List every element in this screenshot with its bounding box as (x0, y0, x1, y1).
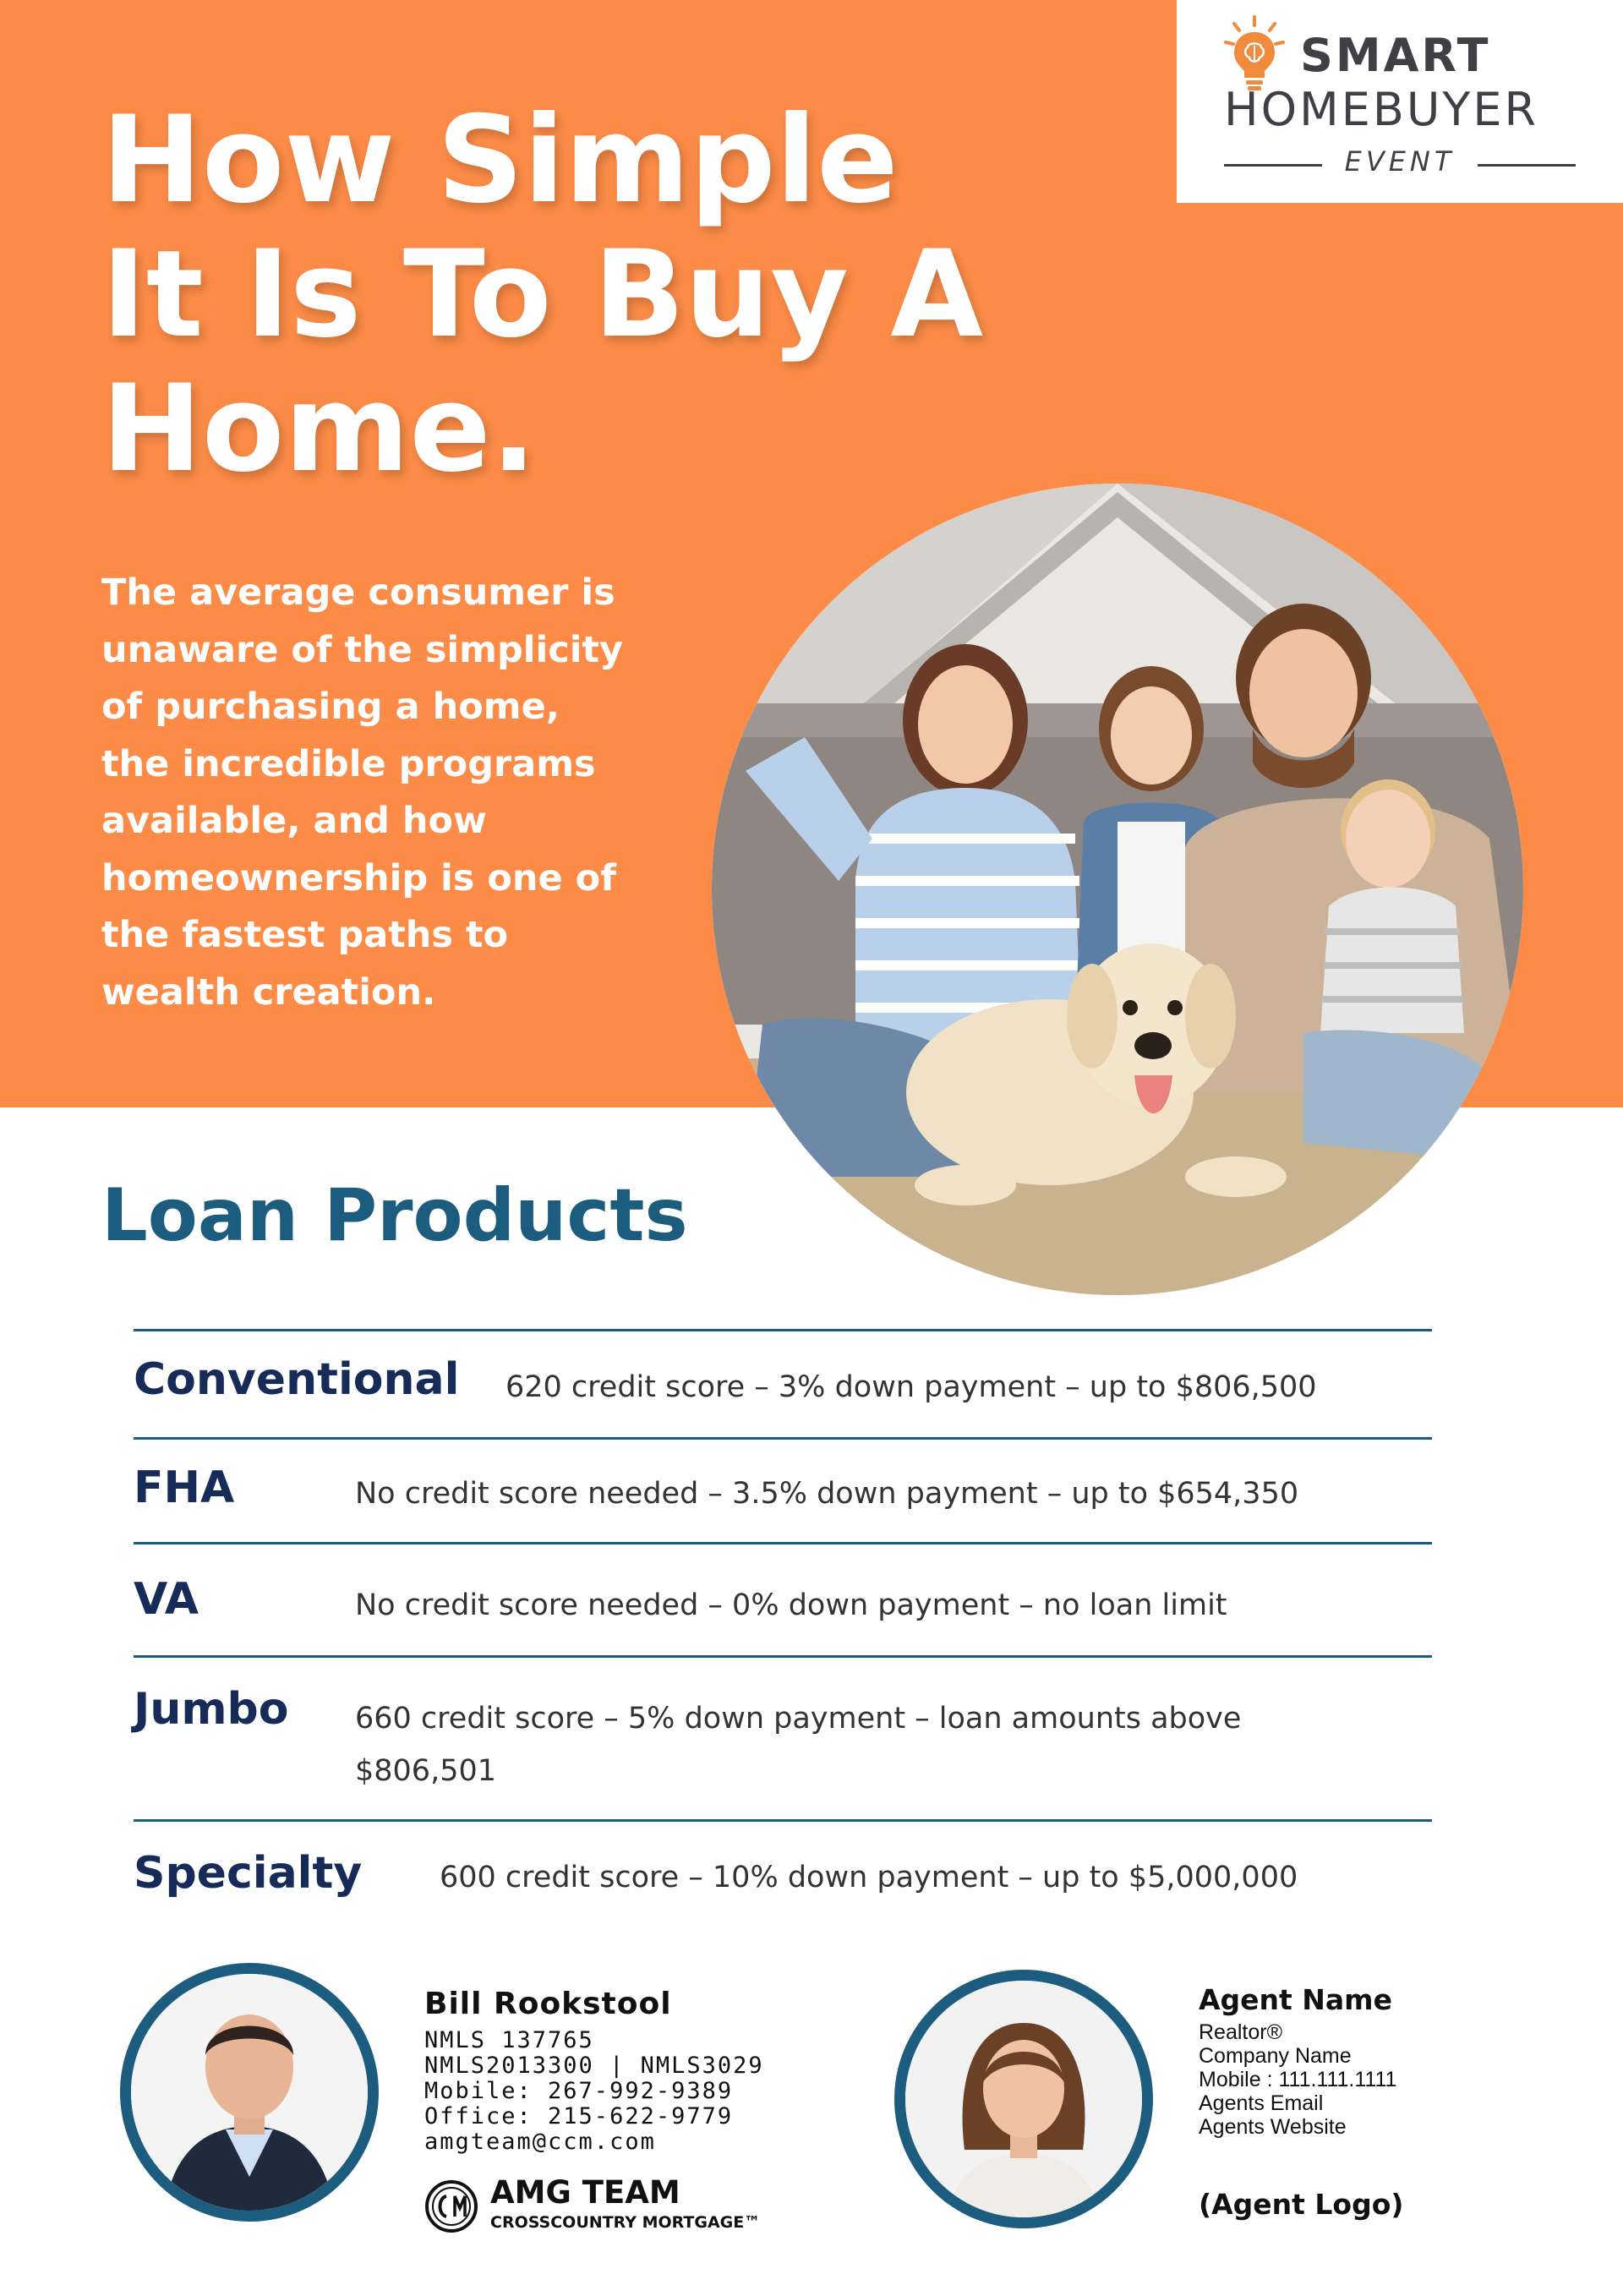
loan-officer-avatar (120, 1963, 379, 2222)
loan-officer-portrait (131, 1974, 368, 2211)
product-name-va: VA (134, 1574, 199, 1625)
intro-line: wealth creation. (101, 970, 436, 1014)
product-name-conventional: Conventional (134, 1354, 460, 1405)
product-desc-fha (355, 1468, 1298, 1520)
agent-avatar (894, 1970, 1153, 2228)
intro-line: of purchasing a home, (101, 686, 560, 728)
divider (134, 1819, 1432, 1822)
product-name-jumbo: Jumbo (134, 1684, 289, 1735)
page-title (101, 90, 1200, 499)
agent-company: Company Name (1199, 2044, 1352, 2068)
product-desc-line: $806,501 (355, 1754, 497, 1788)
product-desc-specialty (440, 1851, 1298, 1904)
intro-line: homeownership is one of (101, 856, 616, 899)
agent-portrait (905, 1981, 1142, 2217)
divider (134, 1329, 1432, 1331)
brand-event-text: EVENT (1344, 145, 1456, 178)
loan-officer-nmls: NMLS 137765 (424, 2027, 594, 2053)
loan-officer-mobile[interactable]: Mobile: 267-992-9389 (424, 2078, 734, 2104)
product-desc-conventional (505, 1361, 1317, 1413)
agent-mobile[interactable]: Mobile : 111.111.1111 (1199, 2068, 1397, 2091)
loan-officer-office[interactable]: Office: 215-622-9779 (424, 2103, 734, 2129)
team-name: AMG TEAM (490, 2174, 680, 2211)
brand-homebuyer-text: HOMEBUYER (1224, 83, 1539, 136)
headline-line: It Is To Buy A (101, 225, 984, 364)
smart-homebuyer-logo (1177, 0, 1623, 203)
agent-name: Agent Name (1199, 1983, 1392, 2016)
divider (134, 1655, 1432, 1658)
agent-website[interactable]: Agents Website (1199, 2115, 1347, 2139)
brand-divider-right (1478, 164, 1576, 167)
product-desc-line: 600 credit score – 10% down payment – up to $5,000,000 (440, 1861, 1298, 1894)
loan-products-heading: Loan Products (101, 1173, 688, 1258)
agent-logo-placeholder: (Agent Logo) (1199, 2188, 1404, 2221)
loan-officer-nmls-company: NMLS2013300 | NMLS3029 (424, 2053, 764, 2079)
headline-line: How Simple (101, 90, 899, 230)
family-illustration (712, 484, 1523, 1295)
loan-officer-email[interactable]: amgteam@ccm.com (424, 2129, 656, 2155)
product-name-fha: FHA (134, 1462, 235, 1513)
product-desc-line: No credit score needed – 3.5% down payment – up to $654,350 (355, 1477, 1299, 1511)
loan-officer-name: Bill Rookstool (424, 1987, 672, 2021)
agent-email[interactable]: Agents Email (1199, 2091, 1324, 2115)
company-name: CROSSCOUNTRY MORTGAGE™ (490, 2213, 761, 2232)
product-name-specialty: Specialty (134, 1848, 363, 1899)
product-desc-line: 660 credit score – 5% down payment – loan amounts above (355, 1702, 1242, 1736)
divider (134, 1437, 1432, 1440)
product-desc-line: 620 credit score – 3% down payment – up to $806,500 (505, 1370, 1317, 1404)
intro-line: the fastest paths to (101, 914, 509, 956)
product-desc-va (355, 1579, 1227, 1632)
product-desc-line: No credit score needed – 0% down payment – no loan limit (355, 1588, 1227, 1622)
headline-line: Home. (101, 359, 537, 499)
family-under-roof-photo (712, 484, 1523, 1295)
agent-title: Realtor® (1199, 2020, 1283, 2044)
intro-line: available, and how (101, 800, 487, 842)
intro-paragraph (101, 565, 710, 1021)
product-desc-jumbo (355, 1692, 1241, 1797)
intro-line: The average consumer is (101, 571, 615, 614)
intro-line: unaware of the simplicity (101, 628, 624, 671)
brand-smart-text: SMART (1300, 29, 1491, 82)
divider (134, 1542, 1432, 1544)
ccm-logo-icon (424, 2179, 478, 2233)
intro-line: the incredible programs (101, 742, 596, 785)
